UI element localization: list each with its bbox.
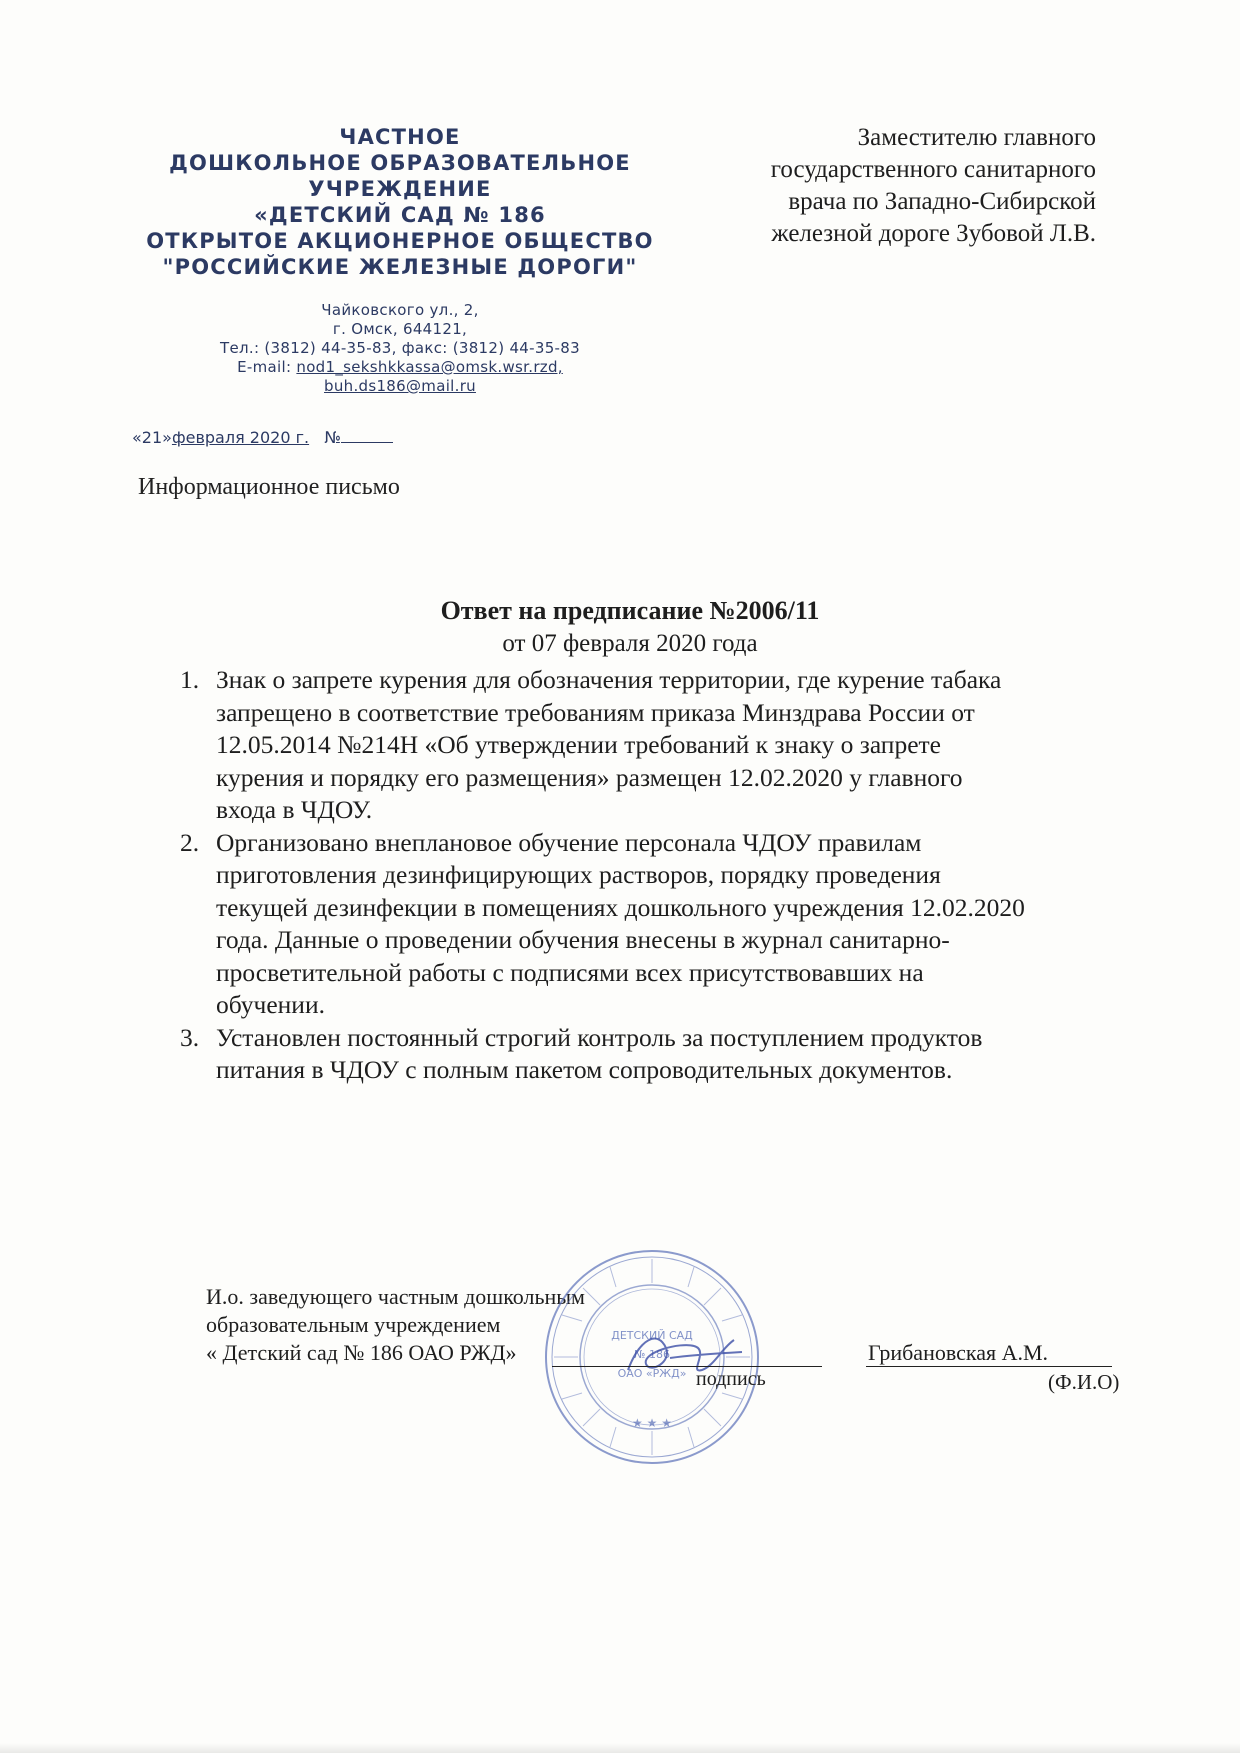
position-line: « Детский сад № 186 ОАО РЖД» (206, 1340, 517, 1365)
name-line (866, 1366, 1112, 1367)
number-blank (341, 428, 393, 443)
email-link-1[interactable]: nod1_sekshkkassa@omsk.wsr.rzd, (296, 358, 563, 376)
item-line: обучении. (216, 990, 325, 1019)
document-type: Информационное письмо (138, 474, 400, 500)
list-item (180, 827, 1140, 1022)
number-label: № (324, 428, 341, 447)
stamp-center-line: № 186 (634, 1348, 670, 1361)
svg-text:★ ★ ★: ★ ★ ★ (632, 1416, 672, 1430)
email-label: E-mail: (237, 358, 297, 376)
item-line: питания в ЧДОУ с полным пакетом сопроводительных документов. (216, 1055, 953, 1084)
addressee-block (690, 122, 1096, 250)
signature-caption: подпись (696, 1368, 766, 1390)
org-name-line: ОТКРЫТОЕ АКЦИОНЕРНОЕ ОБЩЕСТВО (146, 229, 654, 253)
response-items-list (180, 664, 1140, 1087)
item-number: 3. (180, 1022, 200, 1052)
address-line: Чайковского ул., 2, (321, 301, 479, 319)
phone-fax-line: Тел.: (3812) 44-35-83, факс: (3812) 44-35-83 (220, 339, 580, 357)
document-subtitle: от 07 февраля 2020 года (502, 630, 758, 657)
addressee-line: железной дороге Зубовой Л.В. (771, 220, 1096, 247)
list-item (180, 1022, 1140, 1087)
item-line: Знак о запрете курения для обозначения территории, где курение табака (216, 665, 1002, 694)
sender-letterhead (120, 124, 680, 396)
signatory-position (206, 1283, 585, 1367)
addressee-line: врача по Западно-Сибирской (788, 188, 1096, 215)
org-name-line: «ДЕТСКИЙ САД № 186 (254, 203, 546, 227)
date-month-year: февраля 2020 г. (171, 428, 310, 447)
item-line: курения и порядку его размещения» размещен 12.02.2020 у главного (216, 762, 963, 792)
sender-address (120, 301, 680, 396)
fio-caption: (Ф.И.О) (1048, 1370, 1120, 1394)
letter-date-number (132, 428, 393, 447)
addressee-line: Заместителю главного (857, 124, 1096, 151)
item-line: текущей дезинфекции в помещениях дошкольного учреждения 12.02.2020 (216, 892, 1025, 922)
position-line: И.о. заведующего частным дошкольным (206, 1284, 585, 1309)
item-line: просветительной работы с подписями всех присутствовавших на (216, 957, 924, 987)
document-title: Ответ на предписание №2006/11 (440, 596, 820, 625)
item-number: 1. (180, 665, 200, 694)
date-day: «21» (132, 428, 172, 447)
org-name-line: "РОССИЙСКИЕ ЖЕЛЕЗНЫЕ ДОРОГИ" (162, 255, 638, 279)
item-line: входа в ЧДОУ. (216, 795, 373, 824)
signature-line (552, 1366, 822, 1367)
org-name-line: УЧРЕЖДЕНИЕ (308, 177, 492, 201)
position-line: образовательным учреждением (206, 1312, 501, 1337)
item-line: Организовано внеплановое обучение персонала ЧДОУ правилам (216, 827, 922, 857)
email-link-2[interactable]: buh.ds186@mail.ru (324, 377, 476, 395)
org-name-line: ЧАСТНОЕ (339, 125, 461, 149)
item-line: запрещено в соответствие требованиям приказа Минздрава России от (216, 697, 975, 727)
scan-edge (0, 1743, 1240, 1753)
stamp-center-line: ДЕТСКИЙ САД (611, 1329, 693, 1342)
email-line (120, 358, 680, 377)
stamp-center-line: ОАО «РЖД» (617, 1367, 687, 1380)
item-line: года. Данные о проведении обучения внесены в журнал санитарно- (216, 925, 950, 954)
org-name-line: ДОШКОЛЬНОЕ ОБРАЗОВАТЕЛЬНОЕ (169, 151, 631, 175)
address-line: г. Омск, 644121, (332, 320, 468, 338)
item-number: 2. (180, 827, 200, 857)
list-item (180, 664, 1140, 827)
item-line: 12.05.2014 №214Н «Об утверждении требований к знаку о запрете (216, 730, 941, 759)
item-line: Установлен постоянный строгий контроль за поступлением продуктов (216, 1022, 983, 1052)
item-line: приготовления дезинфицирующих растворов, порядку проведения (216, 860, 941, 889)
signatory-name: Грибановская А.М. (868, 1340, 1049, 1365)
addressee-line: государственного санитарного (770, 156, 1096, 183)
